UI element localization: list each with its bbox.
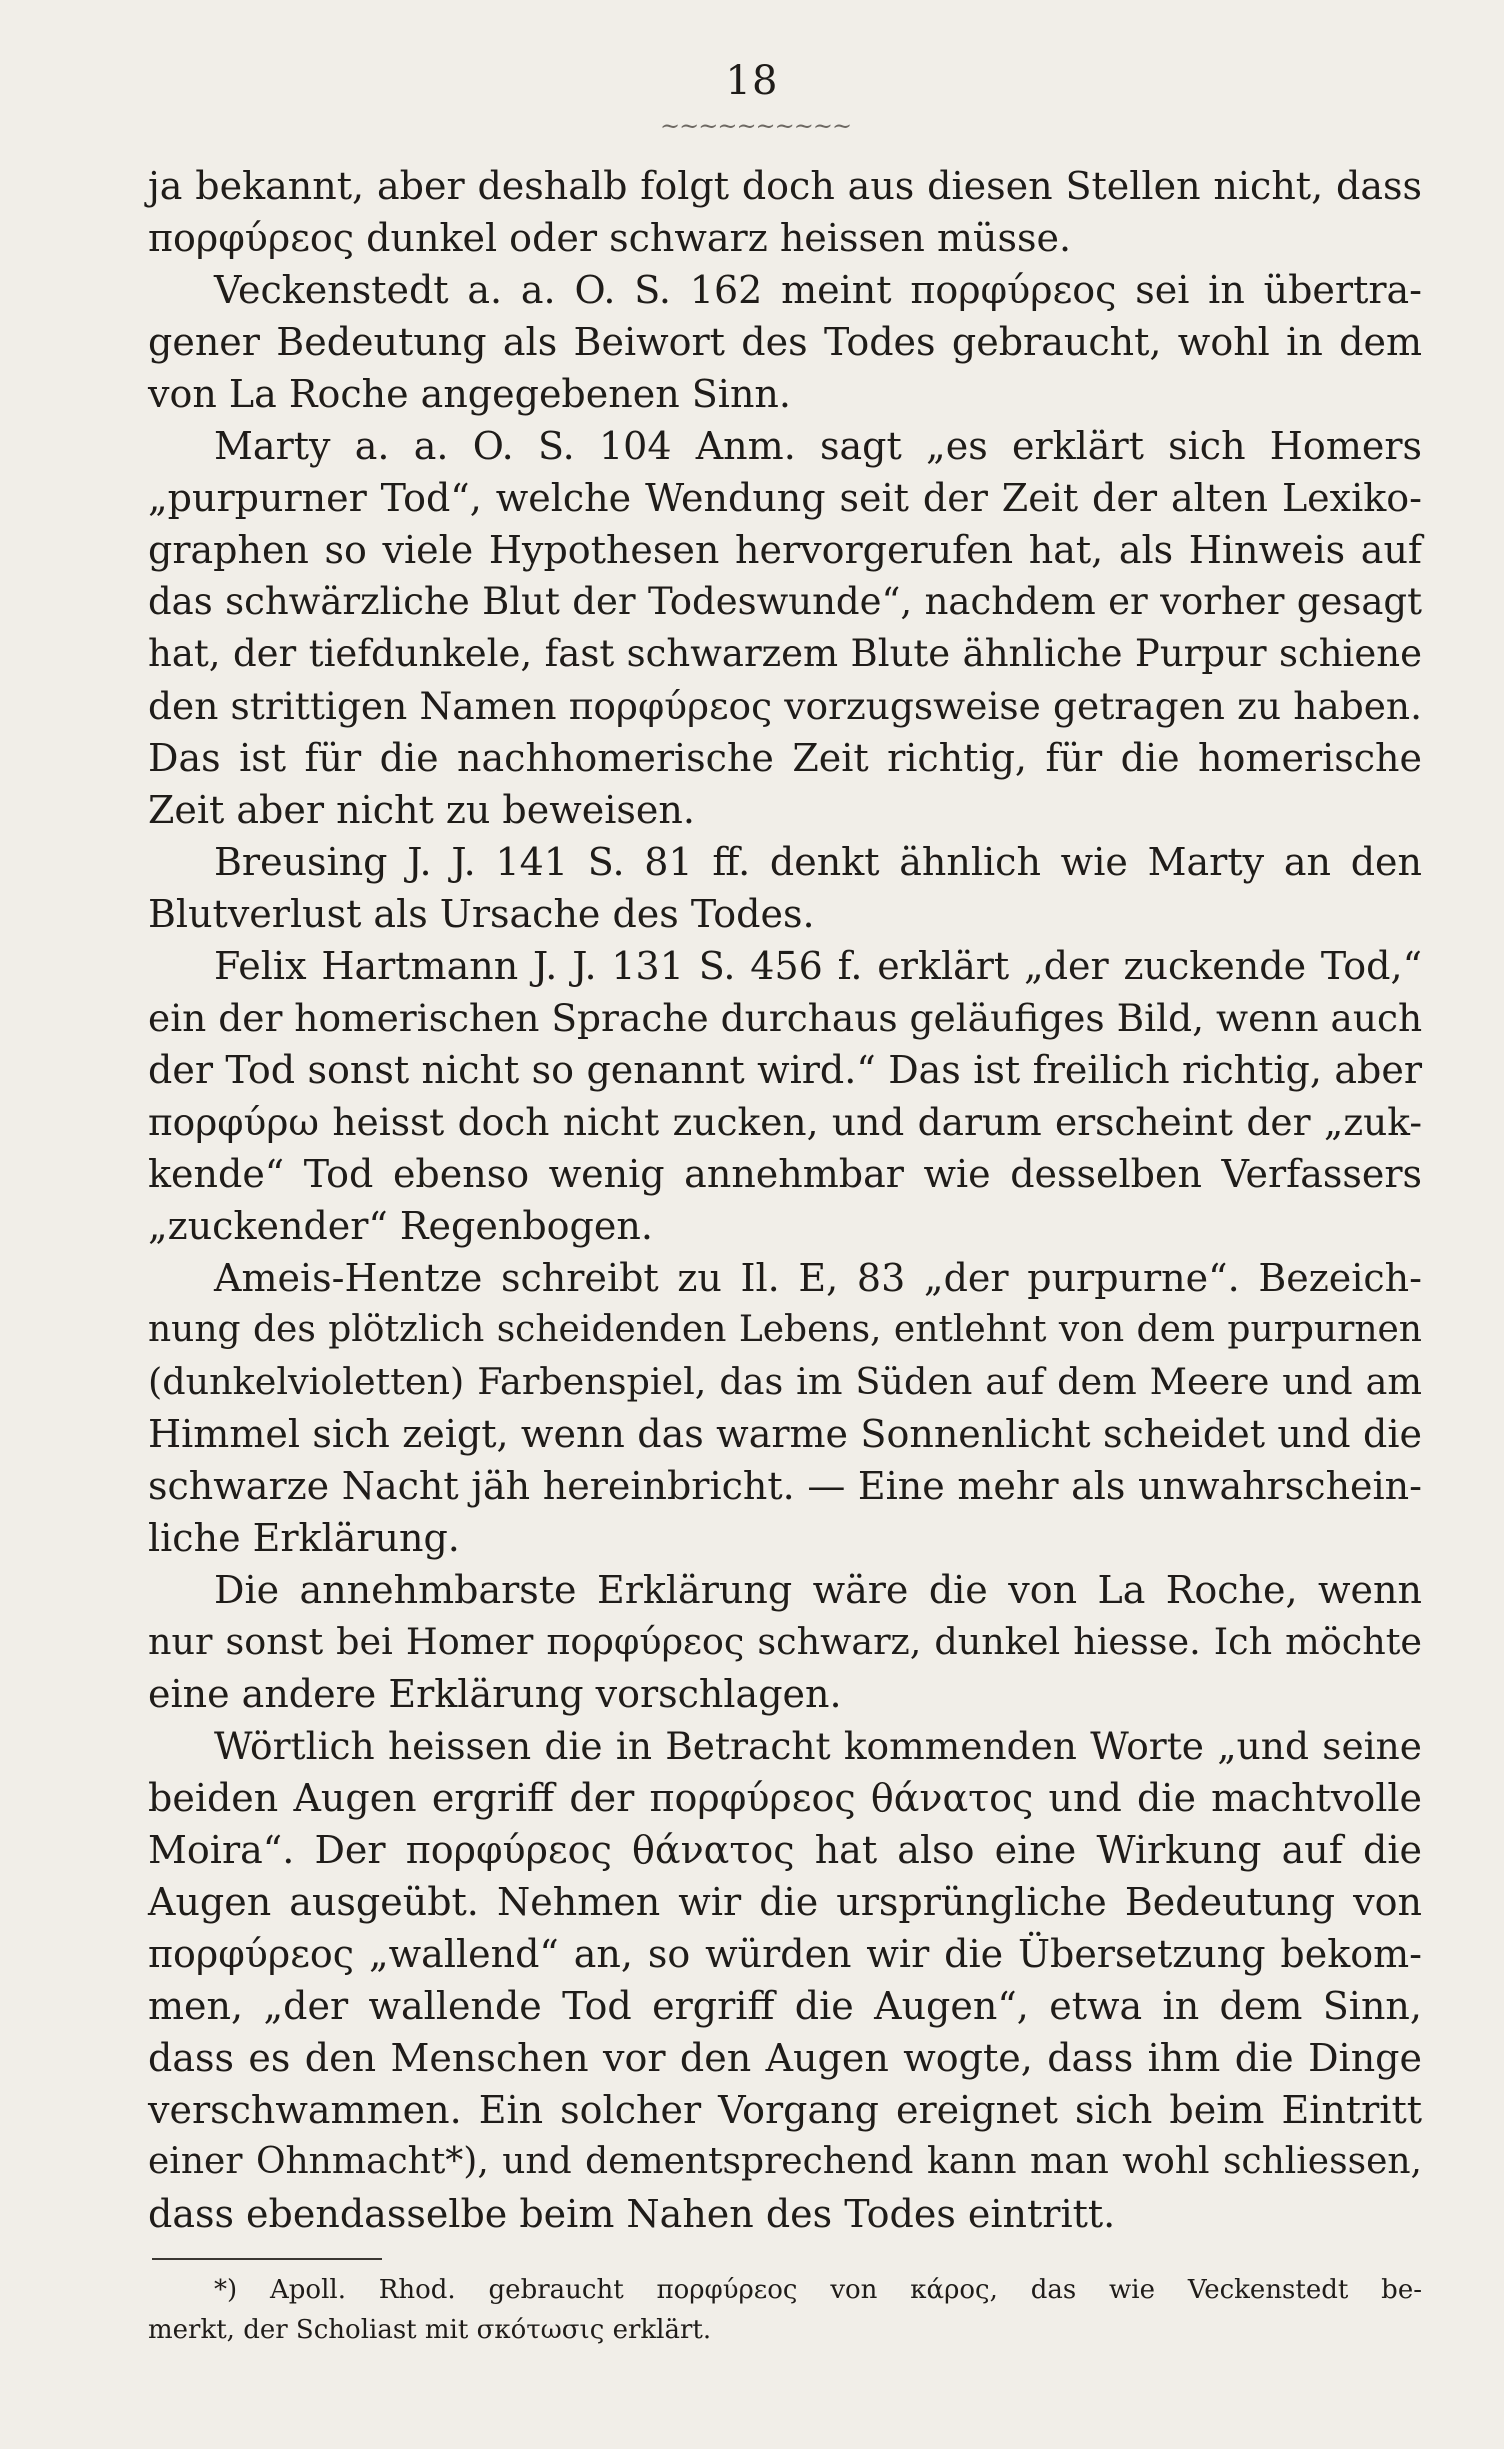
ornament-rule: ~~~~~~~~~~ bbox=[660, 112, 852, 140]
text-line: gener Bedeutung als Beiwort des Todes gebraucht, wohl in dem bbox=[148, 320, 1422, 364]
text-line: der Tod sonst nicht so genannt wird.“ Das ist freilich richtig, aber bbox=[148, 1048, 1422, 1092]
text-line: dass es den Menschen vor den Augen wogte, dass ihm die Dinge bbox=[148, 2036, 1422, 2080]
text-line: Himmel sich zeigt, wenn das warme Sonnenlicht scheidet und die bbox=[148, 1412, 1422, 1456]
page-number: 18 bbox=[725, 58, 779, 104]
text-line: nur sonst bei Homer πορφύρεος schwarz, dunkel hiesse. Ich möchte bbox=[148, 1620, 1422, 1663]
footnote-divider bbox=[152, 2258, 382, 2260]
text-line: Blutverlust als Ursache des Todes. bbox=[148, 892, 815, 936]
text-line: Ameis-Hentze schreibt zu Il. E, 83 „der purpurne“. Bezeich- bbox=[214, 1256, 1422, 1300]
text-line: schwarze Nacht jäh hereinbricht. — Eine mehr als unwahrschein- bbox=[148, 1464, 1422, 1508]
text-line: „purpurner Tod“, welche Wendung seit der Zeit der alten Lexiko- bbox=[148, 476, 1422, 520]
text-line: ja bekannt, aber deshalb folgt doch aus diesen Stellen nicht, dass bbox=[148, 164, 1422, 208]
text-line: (dunkelvioletten) Farbenspiel, das im Süden auf dem Meere und am bbox=[148, 1360, 1422, 1403]
footnote-line: *) Apoll. Rhod. gebraucht πορφύρεος von κάρος, das wie Veckenstedt be- bbox=[214, 2275, 1422, 2305]
text-line: kende“ Tod ebenso wenig annehmbar wie desselben Verfassers bbox=[148, 1152, 1422, 1196]
text-line: Wörtlich heissen die in Betracht kommenden Worte „und seine bbox=[214, 1724, 1422, 1768]
text-line: von La Roche angegebenen Sinn. bbox=[148, 372, 791, 416]
text-line: πορφύρεος „wallend“ an, so würden wir die Übersetzung bekom- bbox=[148, 1932, 1422, 1976]
text-line: graphen so viele Hypothesen hervorgerufen hat, als Hinweis auf bbox=[148, 528, 1422, 572]
text-line: πορφύρω heisst doch nicht zucken, und darum erscheint der „zuk- bbox=[148, 1100, 1422, 1144]
text-line: Veckenstedt a. a. O. S. 162 meint πορφύρεος sei in übertra- bbox=[214, 268, 1422, 312]
text-line: πορφύρεος dunkel oder schwarz heissen müsse. bbox=[148, 216, 1072, 260]
text-line: dass ebendasselbe beim Nahen des Todes eintritt. bbox=[148, 2192, 1116, 2236]
text-line: Zeit aber nicht zu beweisen. bbox=[148, 788, 695, 832]
text-line: Felix Hartmann J. J. 131 S. 456 f. erklärt „der zuckende Tod,“ bbox=[214, 944, 1422, 988]
text-line: eine andere Erklärung vorschlagen. bbox=[148, 1672, 842, 1716]
text-line: ein der homerischen Sprache durchaus geläufiges Bild, wenn auch bbox=[148, 996, 1423, 1040]
text-line: verschwammen. Ein solcher Vorgang ereignet sich beim Eintritt bbox=[148, 2088, 1422, 2132]
text-line: Das ist für die nachhomerische Zeit richtig, für die homerische bbox=[148, 736, 1422, 780]
text-line: das schwärzliche Blut der Todeswunde“, nachdem er vorher gesagt bbox=[148, 580, 1422, 623]
text-line: den strittigen Namen πορφύρεος vorzugsweise getragen zu haben. bbox=[148, 684, 1422, 728]
text-line: Augen ausgeübt. Nehmen wir die ursprüngliche Bedeutung von bbox=[148, 1880, 1422, 1924]
text-line: hat, der tiefdunkele, fast schwarzem Blute ähnliche Purpur schiene bbox=[148, 632, 1422, 675]
text-line: „zuckender“ Regenbogen. bbox=[148, 1204, 653, 1248]
text-line: Die annehmbarste Erklärung wäre die von La Roche, wenn bbox=[214, 1568, 1422, 1612]
text-line: einer Ohnmacht*), und dementsprechend kann man wohl schliessen, bbox=[148, 2141, 1422, 2182]
text-line: men, „der wallende Tod ergriff die Augen“, etwa in dem Sinn, bbox=[148, 1984, 1422, 2028]
text-line: beiden Augen ergriff der πορφύρεος θάνατος und die machtvolle bbox=[148, 1776, 1422, 1820]
text-line: Marty a. a. O. S. 104 Anm. sagt „es erklärt sich Homers bbox=[214, 424, 1422, 468]
footnote-line: merkt, der Scholiast mit σκότωσις erklärt. bbox=[148, 2315, 712, 2345]
text-line: Moira“. Der πορφύρεος θάνατος hat also eine Wirkung auf die bbox=[148, 1828, 1422, 1872]
text-line: Breusing J. J. 141 S. 81 ff. denkt ähnlich wie Marty an den bbox=[214, 840, 1422, 884]
text-line: liche Erklärung. bbox=[148, 1516, 460, 1560]
text-line: nung des plötzlich scheidenden Lebens, entlehnt von dem purpurnen bbox=[148, 1309, 1422, 1350]
